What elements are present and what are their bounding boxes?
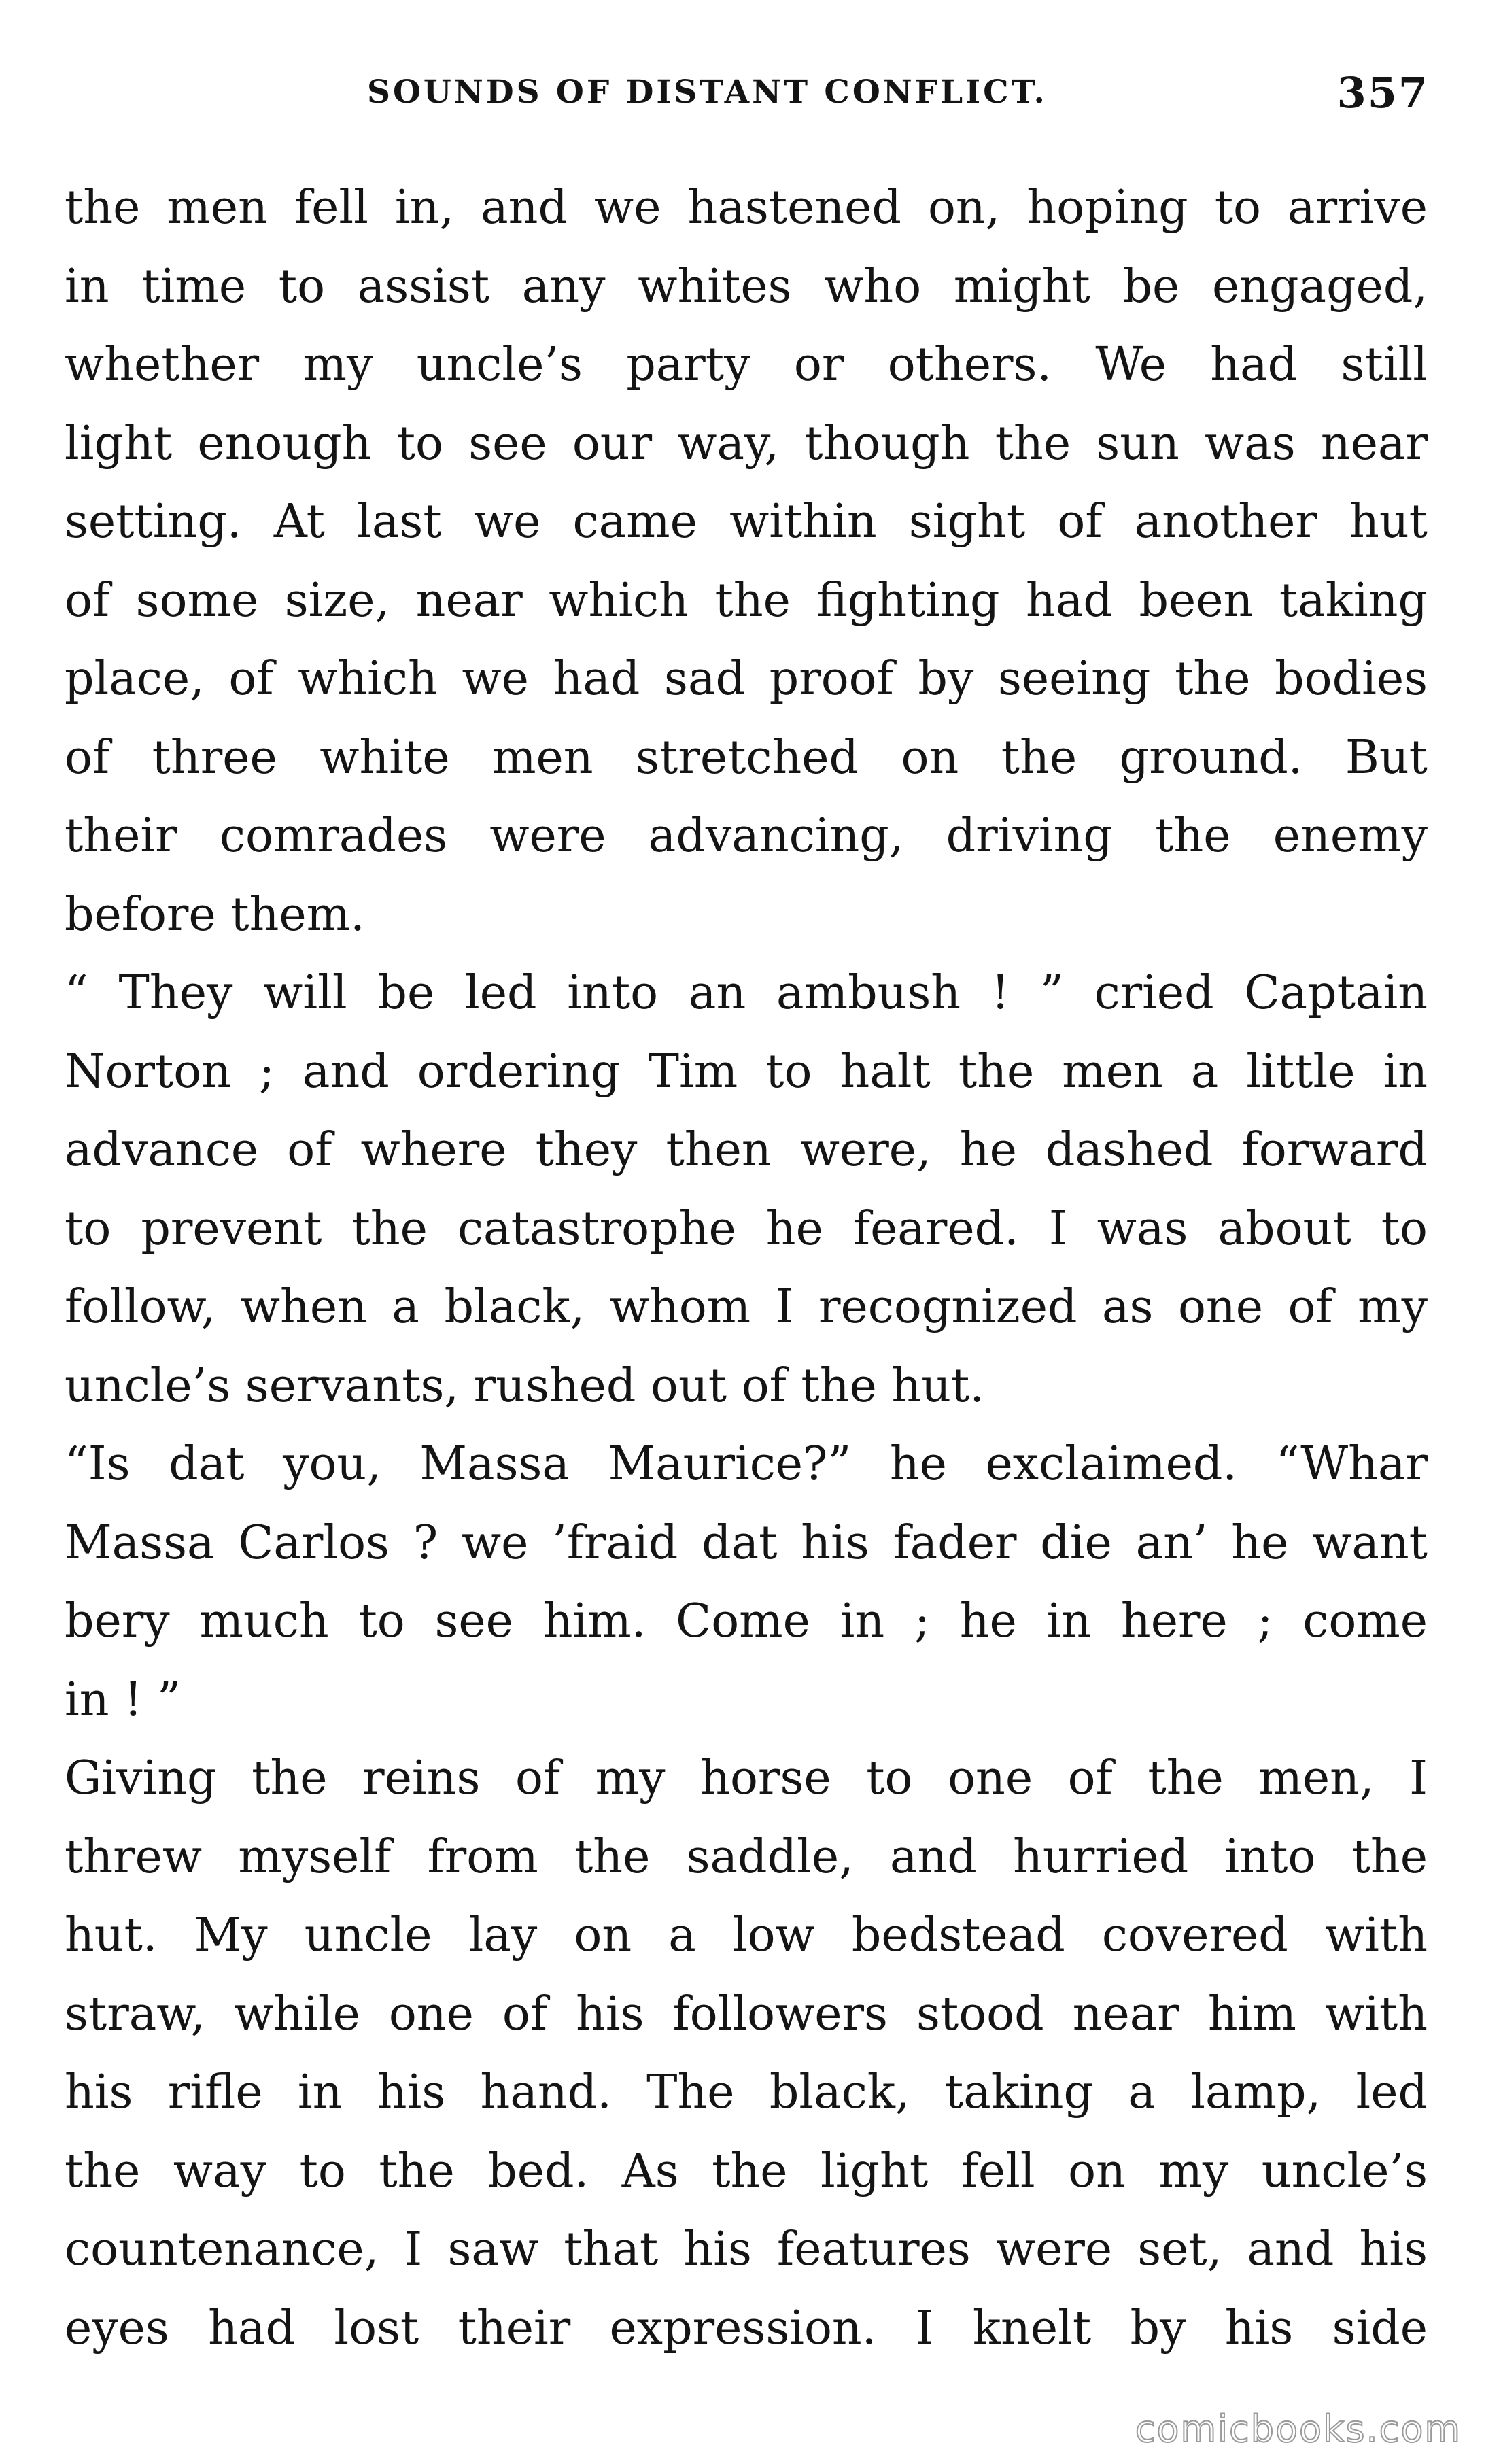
text-line: of three white men stretched on the ground. But bbox=[65, 730, 1428, 785]
text-line: in ! ” bbox=[65, 1673, 181, 1727]
text-line: the way to the bed. As the light fell on my uncle’s bbox=[65, 2144, 1428, 2198]
text-line: countenance, I saw that his features were set, and his bbox=[65, 2223, 1428, 2276]
watermark: comicbooks.com bbox=[1135, 2408, 1462, 2450]
chapter-title: SOUNDS OF DISTANT CONFLICT. bbox=[367, 73, 1048, 111]
text-line: bery much to see him. Come in ; he in here ; come bbox=[65, 1594, 1428, 1648]
text-line: in time to assist any whites who might be engaged, bbox=[65, 259, 1428, 313]
running-head bbox=[63, 68, 1429, 122]
text-line: the men fell in, and we hastened on, hoping to arrive bbox=[65, 181, 1428, 235]
text-line: Massa Carlos ? we ’fraid dat his fader die an’ he want bbox=[65, 1516, 1428, 1570]
text-line: eyes had lost their expression. I knelt by his side bbox=[65, 2301, 1428, 2355]
text-line: threw myself from the saddle, and hurried into the bbox=[65, 1830, 1428, 1884]
text-line: whether my uncle’s party or others. We had still bbox=[65, 338, 1428, 392]
text-line: “ They will be led into an ambush ! ” cried Captain bbox=[65, 966, 1428, 1020]
text-line: straw, while one of his followers stood near him with bbox=[65, 1987, 1428, 2041]
text-line: place, of which we had sad proof by seeing the bodies bbox=[65, 652, 1428, 706]
text-line: his rifle in his hand. The black, taking a lamp, led bbox=[65, 2066, 1428, 2119]
text-line: to prevent the catastrophe he feared. I was about to bbox=[65, 1201, 1428, 1256]
text-line: of some size, near which the fighting had been taking bbox=[65, 573, 1428, 628]
text-line: their comrades were advancing, driving the enemy bbox=[65, 809, 1428, 863]
text-line: Giving the reins of my horse to one of the men, I bbox=[65, 1751, 1428, 1805]
text-line: follow, when a black, whom I recognized as one of my bbox=[65, 1280, 1428, 1334]
text-line: light enough to see our way, though the sun was near bbox=[65, 416, 1428, 470]
text-line: setting. At last we came within sight of another hut bbox=[65, 495, 1428, 549]
text-line: “Is dat you, Massa Maurice?” he exclaimed. “Whar bbox=[65, 1437, 1428, 1491]
body-text bbox=[65, 169, 1428, 2367]
text-line: uncle’s servants, rushed out of the hut. bbox=[65, 1358, 984, 1413]
text-line: advance of where they then were, he dashed forward bbox=[65, 1123, 1428, 1177]
text-line: before them. bbox=[65, 887, 365, 942]
text-line: hut. My uncle lay on a low bedstead covered with bbox=[65, 1909, 1428, 1962]
text-line: Norton ; and ordering Tim to halt the men a little in bbox=[65, 1044, 1428, 1099]
page-number: 357 bbox=[1336, 68, 1429, 118]
